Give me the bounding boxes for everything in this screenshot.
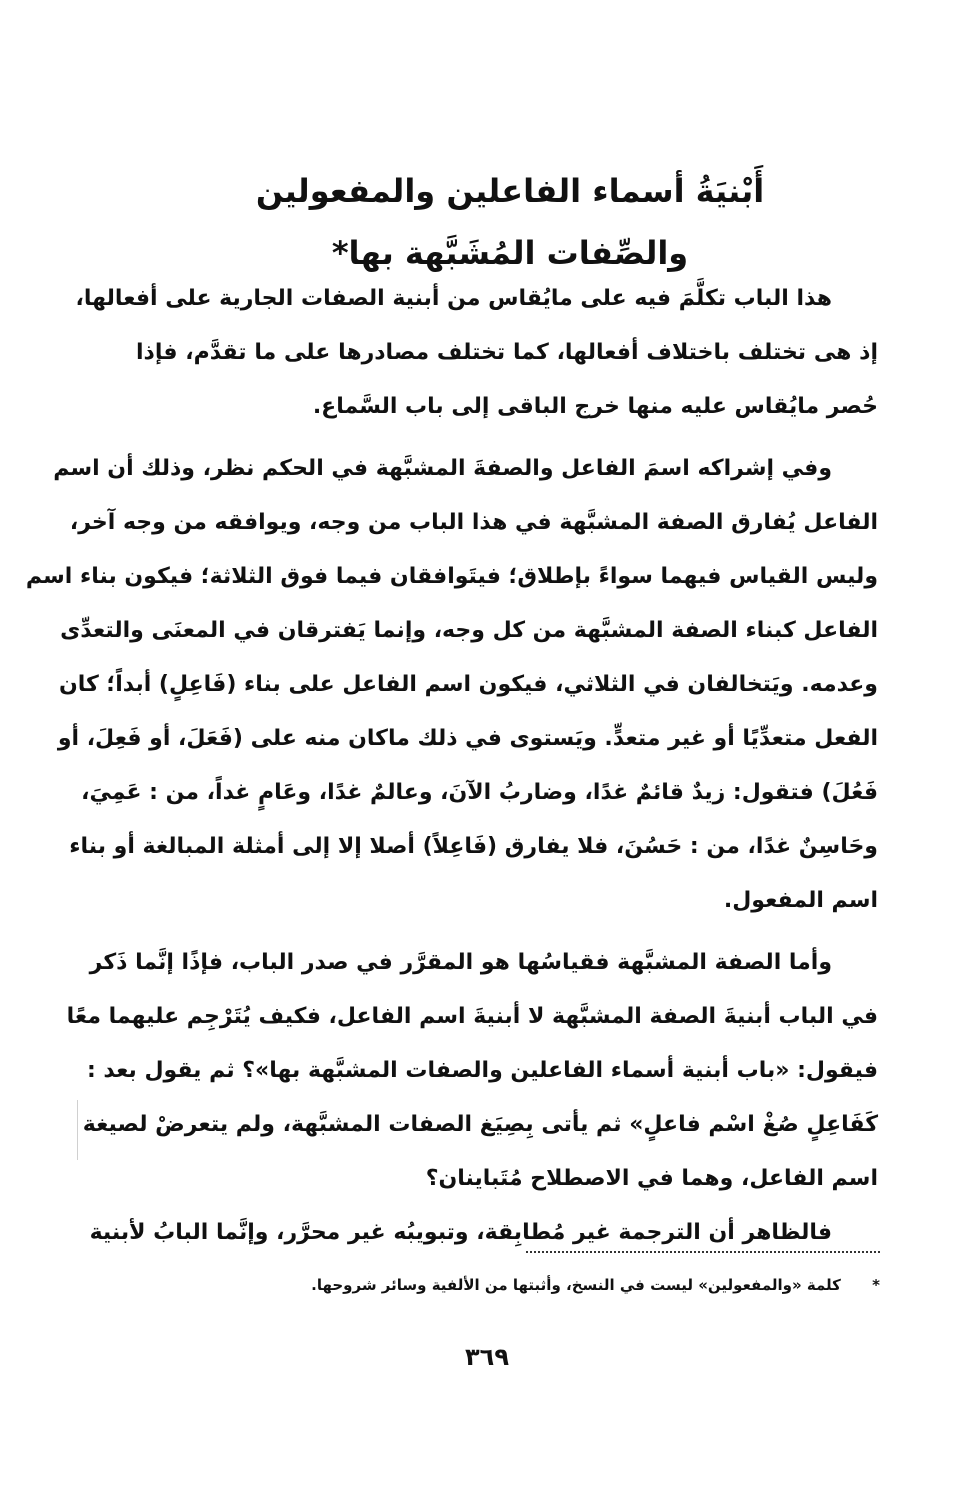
text-line: وحَاسِنٌ غدًا، من : حَسُنَ، فلا يفارق (فَاعِلاً) أصلا إلا إلى أمثلة المبالغة أو بناء xyxy=(69,834,878,859)
text-line: وفي إشراكه اسمَ الفاعل والصفةَ المشبَّهة في الحكم نظر، وذلك أن اسم xyxy=(53,456,832,481)
text-line: اسم الفاعل، وهما في الاصطلاح مُتَباينان؟ xyxy=(425,1166,878,1191)
footnote-text: كلمة «والمفعولين» ليست في النسخ، وأثبتها من الألفية وسائر شروحها. xyxy=(311,1276,841,1294)
text-line: وأما الصفة المشبَّهة فقياسُها هو المقرَّر في صدر الباب، فإذًا إنَّما ذَكر xyxy=(89,950,832,975)
footnote xyxy=(311,1270,880,1300)
text-line: إذ هى تختلف باختلاف أفعالها، كما تختلف مصادرها على ما تقدَّم، فإذا xyxy=(136,340,878,365)
paragraph-2 xyxy=(25,442,878,928)
text-line: فالظاهر أن الترجمة غير مُطابِقة، وتبويبُه غير محرَّر، وإنَّما البابُ لأبنية xyxy=(89,1220,832,1245)
paragraph-1 xyxy=(75,272,878,434)
text-line: حُصر مايُقاس عليه منها خرج الباقى إلى باب السَّماع. xyxy=(312,394,878,419)
chapter-title xyxy=(140,160,880,284)
text-line: الفاعل كبناء الصفة المشبَّهة من كل وجه، وإنما يَفترقان في المعنَى والتعدِّى xyxy=(60,618,878,643)
text-line: الفاعل يُفارق الصفة المشبَّهة في هذا الباب من وجه، ويوافقه من وجه آخر، xyxy=(69,510,878,535)
title-line-1: أَبْنيَةُ أسماء الفاعلين والمفعولين xyxy=(255,172,765,210)
text-line: اسم المفعول. xyxy=(723,888,878,913)
page-number: ٣٦٩ xyxy=(465,1343,509,1371)
footnote-separator xyxy=(526,1251,880,1253)
body-text xyxy=(25,272,878,1260)
paragraph-3 xyxy=(66,936,878,1206)
text-line: وليس القياس فيهما سواءً بإطلاق؛ فيتَوافقان فيما فوق الثلاثة؛ فيكون بناء اسم xyxy=(25,564,878,589)
text-line: الفعل متعدِّيًا أو غير متعدٍّ. ويَستوى في ذلك ماكان منه على (فَعَلَ، أو فَعِلَ، أو xyxy=(57,726,878,751)
text-line: فَعُلَ) فتقول: زيدٌ قائمٌ غدًا، وضاربُ الآنَ، وعالمٌ غدًا، وعَامٍ غداً، من : عَمِيَ، xyxy=(81,780,878,805)
text-line: في الباب أبنيةَ الصفة المشبَّهة لا أبنيةَ اسم الفاعل، فكيف يُتَرْجِم عليهما معًا xyxy=(66,1004,878,1029)
text-line: وعدمه. ويَتخالفان في الثلاثي، فيكون اسم الفاعل على بناء (فَاعِلٍ) أبداً؛ كان xyxy=(58,672,878,697)
footnote-marker: * xyxy=(872,1276,880,1294)
text-line: فيقول: «باب أبنية أسماء الفاعلين والصفات المشبَّهة بها»؟ ثم يقول بعد : xyxy=(86,1058,878,1083)
text-line: كَفَاعِلٍ صُغْ اسْم فاعلٍ» ثم يأتى بِصِيَغ الصفات المشبَّهة، ولم يتعرضْ لصيغة xyxy=(82,1112,878,1137)
text-line: هذا الباب تكلَّمَ فيه على مايُقاس من أبنية الصفات الجارية على أفعالها، xyxy=(75,286,832,311)
margin-mark xyxy=(77,1100,78,1160)
title-line-2: والصِّفات المُشَبَّهة بها* xyxy=(331,234,689,272)
